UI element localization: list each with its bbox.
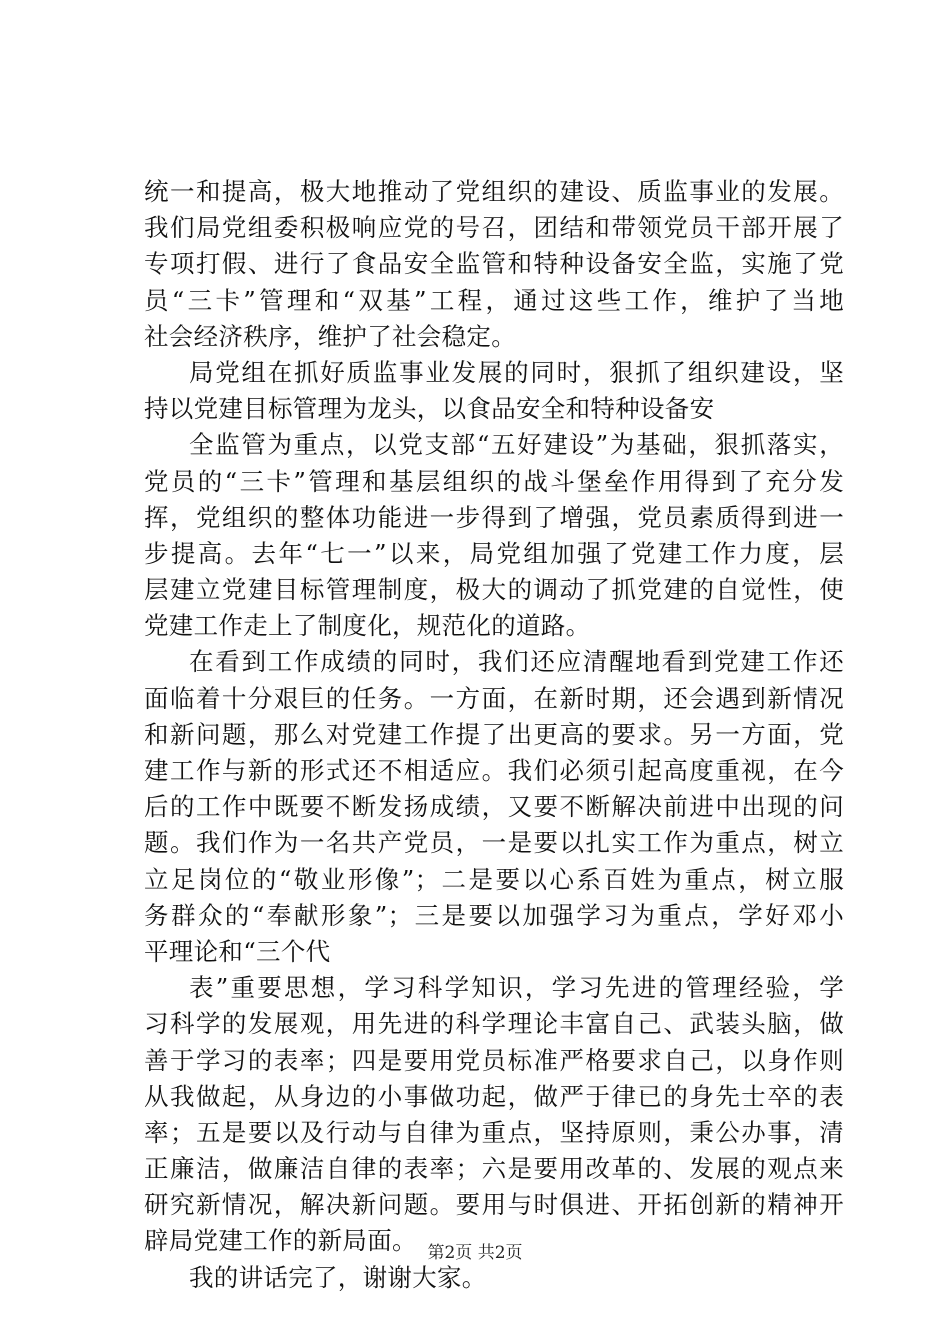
text-line: 持以党建目标管理为龙头，以食品安全和特种设备安: [144, 394, 715, 424]
text-line: 层建立党建目标管理制度，极大的调动了抓党建的自觉性，使: [144, 575, 844, 605]
text-line: 我们局党组委积极响应党的号召，团结和带领党员干部开展了: [144, 213, 844, 243]
text-line: 平理论和“三个代: [144, 936, 331, 966]
text-line: 从我做起，从身边的小事做功起，做严于律已的身先士卒的表: [144, 1081, 844, 1111]
text-line: 挥，党组织的整体功能进一步得到了增强，党员素质得到进一: [144, 502, 844, 532]
text-line: 和新问题，那么对党建工作提了出更高的要求。另一方面，党: [144, 719, 844, 749]
text-line: 立足岗位的“敬业形像”；二是要以心系百姓为重点，树立服: [144, 864, 844, 894]
text-line: 我的讲话完了，谢谢大家。: [189, 1262, 487, 1292]
text-line: 党建工作走上了制度化，规范化的道路。: [144, 611, 591, 641]
text-line: 统一和提高，极大地推动了党组织的建设、质监事业的发展。: [144, 177, 844, 206]
text-line: 员“三卡”管理和“双基”工程，通过这些工作，维护了当地: [144, 285, 844, 315]
text-line: 步提高。去年“七一”以来，局党组加强了党建工作力度，层: [144, 538, 844, 568]
text-line: 辟局党建工作的新局面。: [144, 1226, 417, 1256]
text-line: 率；五是要以及行动与自律为重点，坚持原则，秉公办事，清: [144, 1117, 844, 1147]
text-line: 党员的“三卡”管理和基层组织的战斗堡垒作用得到了充分发: [144, 466, 844, 496]
text-line: 建工作与新的形式还不相适应。我们必须引起高度重视，在今: [144, 756, 844, 785]
page-number-footer: 第2页 共2页: [427, 1243, 523, 1263]
text-line: 习科学的发展观，用先进的科学理论丰富自己、武装头脑，做: [144, 1009, 844, 1039]
text-line: 社会经济秩序，维护了社会稳定。: [144, 321, 516, 351]
text-line: 善于学习的表率；四是要用党员标准严格要求自己，以身作则: [144, 1045, 844, 1075]
text-line: 正廉洁，做廉洁自律的表率；六是要用改革的、发展的观点来: [144, 1154, 844, 1184]
document-body: [144, 174, 844, 1296]
text-line: 在看到工作成绩的同时，我们还应清醒地看到党建工作还: [189, 647, 844, 677]
text-line: 研究新情况，解决新问题。要用与时俱进、开拓创新的精神开: [144, 1190, 844, 1220]
text-line: 题。我们作为一名共产党员，一是要以扎实工作为重点，树立: [144, 828, 844, 858]
text-line: 后的工作中既要不断发扬成绩，又要不断解决前进中出现的问: [144, 792, 844, 822]
text-line: 全监管为重点，以党支部“五好建设”为基础，狠抓落实，: [189, 430, 844, 460]
text-line: 局党组在抓好质监事业发展的同时，狠抓了组织建设，坚: [189, 357, 844, 387]
text-line: 务群众的“奉献形象”；三是要以加强学习为重点，学好邓小: [144, 900, 844, 930]
text-line: 专项打假、进行了食品安全监管和特种设备安全监，实施了党: [144, 249, 844, 279]
text-line: 面临着十分艰巨的任务。一方面，在新时期，还会遇到新情况: [144, 683, 844, 713]
text-line: 表”重要思想，学习科学知识，学习先进的管理经验，学: [189, 973, 844, 1003]
